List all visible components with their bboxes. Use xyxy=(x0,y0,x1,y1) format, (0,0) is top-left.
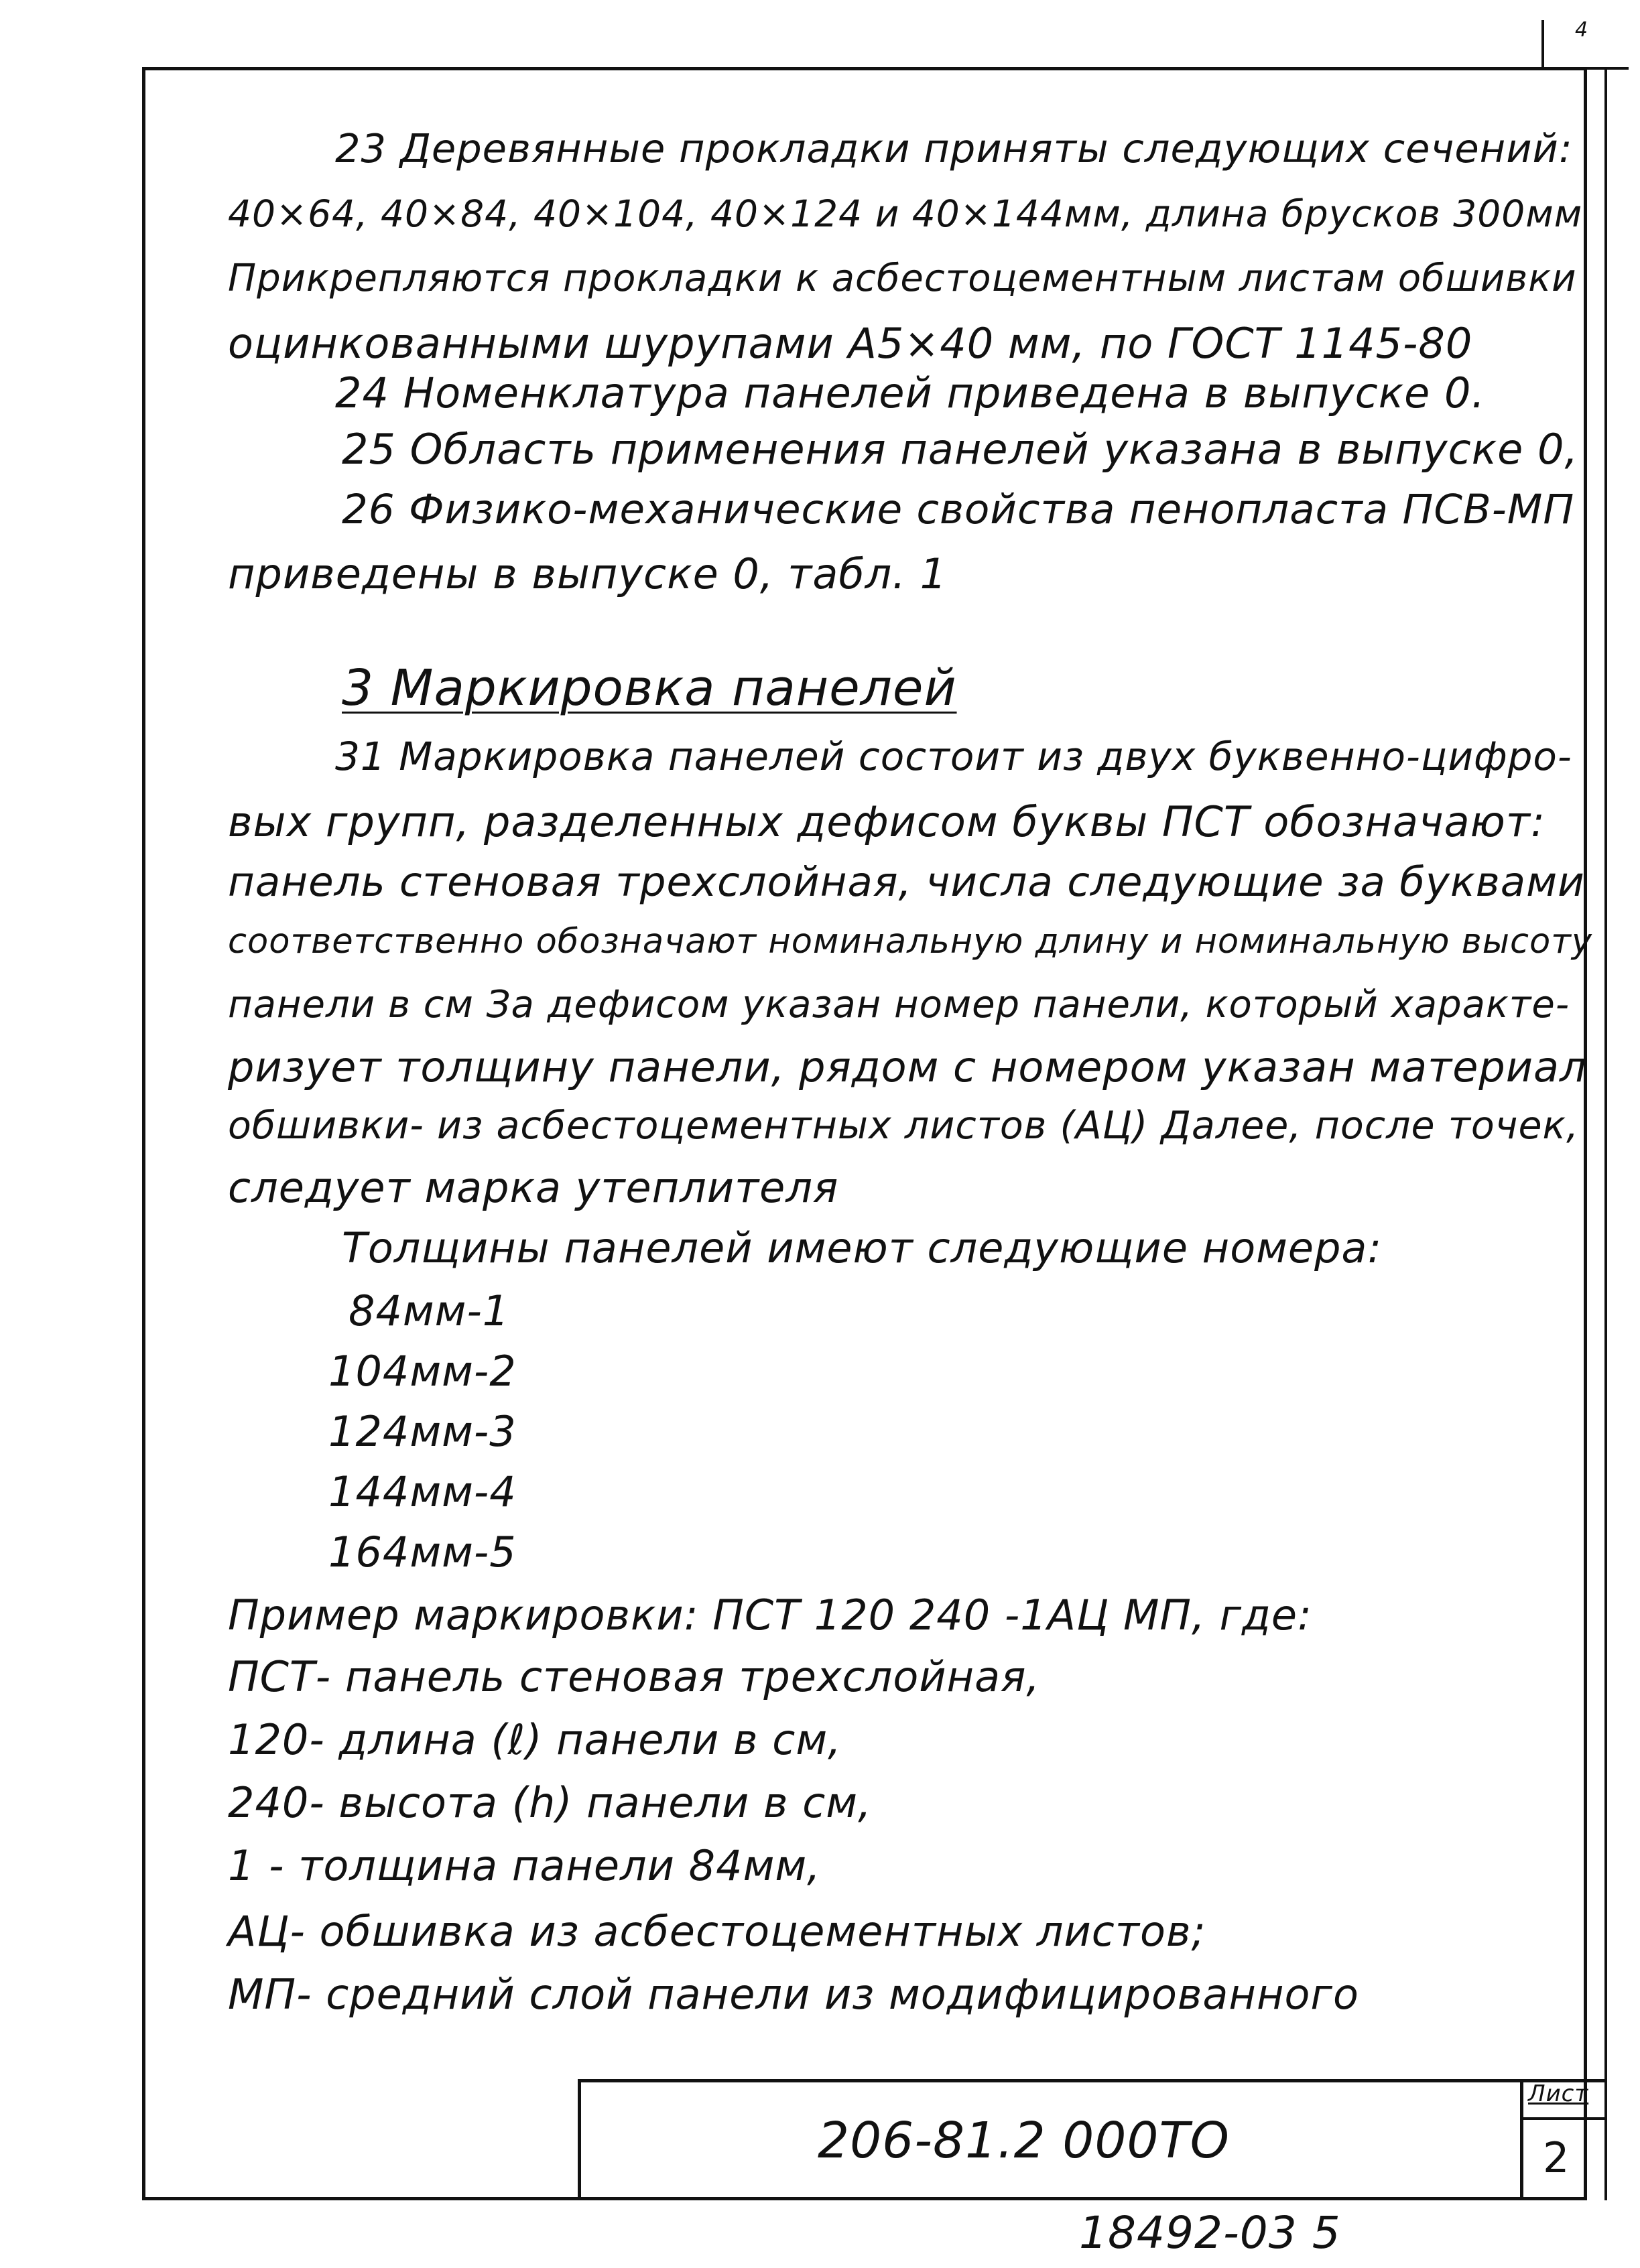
body-line-4: оцинкованными шурупами А5×40 мм, по ГОСТ 1145-80 xyxy=(228,319,1473,368)
thickness-item: 144мм-4 xyxy=(328,1467,517,1516)
page-number-tick xyxy=(1541,20,1544,67)
example-line-6: АЦ- обшивка из асбестоцементных листов; xyxy=(228,1907,1206,1956)
example-line-3: 120- длина (ℓ) панели в см, xyxy=(228,1715,842,1764)
sheet-number: 2 xyxy=(1543,2133,1570,2182)
archive-code: 18492-03 5 xyxy=(1079,2207,1341,2259)
body-line-3: Прикрепляются прокладки к асбестоцементным листам обшивки xyxy=(228,257,1577,300)
thickness-item: 104мм-2 xyxy=(328,1347,517,1396)
body-line-6: 25 Область применения панелей указана в выпуске 0, xyxy=(342,425,1579,474)
section-line-2: вых групп, разделенных дефисом буквы ПСТ обозначают: xyxy=(228,797,1546,846)
section-heading: 3 Маркировка панелей xyxy=(342,659,957,717)
body-line-5: 24 Номенклатура панелей приведена в выпуске 0. xyxy=(335,369,1486,417)
section-line-4: соответственно обозначают номинальную длину и номинальную высоту xyxy=(228,922,1593,961)
body-line-1: 23 Деревянные прокладки приняты следующих сечений: xyxy=(335,125,1573,172)
example-line-7: МП- средний слой панели из модифицированного xyxy=(228,1970,1359,2019)
page-number: 4 xyxy=(1575,18,1589,42)
section-line-9: Толщины панелей имеют следующие номера: xyxy=(342,1223,1383,1272)
document-code: 206-81.2 000ТО xyxy=(818,2112,1230,2170)
body-line-8: приведены в выпуске 0, табл. 1 xyxy=(228,549,948,598)
section-line-1: 31 Маркировка панелей состоит из двух буквенно-цифро- xyxy=(335,734,1572,779)
example-line-5: 1 - толщина панели 84мм, xyxy=(228,1841,821,1890)
title-block-sheet-divider xyxy=(1520,2117,1604,2120)
sheet-label: Лист xyxy=(1528,2080,1589,2107)
section-line-8: следует марка утеплителя xyxy=(228,1163,839,1212)
thickness-item: 124мм-3 xyxy=(328,1407,517,1456)
section-line-6: ризует толщину панели, рядом с номером указан материал xyxy=(228,1043,1587,1091)
section-line-3: панель стеновая трехслойная, числа следующие за буквами xyxy=(228,858,1585,906)
body-line-7: 26 Физико-механические свойства пенопласта ПСВ-МП xyxy=(342,486,1575,533)
thickness-item: 164мм-5 xyxy=(328,1528,517,1577)
example-line-4: 240- высота (h) панели в см, xyxy=(228,1778,872,1827)
thickness-item: 84мм-1 xyxy=(349,1286,510,1335)
section-line-5: панели в см За дефисом указан номер панели, который характе- xyxy=(228,983,1570,1026)
frame-right-border xyxy=(1604,67,1607,2200)
example-line-1: Пример маркировки: ПСТ 120 240 -1АЦ МП, где: xyxy=(228,1591,1312,1640)
body-line-2: 40×64, 40×84, 40×104, 40×124 и 40×144мм, длина брусков 300мм xyxy=(228,192,1583,235)
section-line-7: обшивки- из асбестоцементных листов (АЦ) Далее, после точек, xyxy=(228,1104,1580,1148)
example-line-2: ПСТ- панель стеновая трехслойная, xyxy=(228,1652,1041,1701)
